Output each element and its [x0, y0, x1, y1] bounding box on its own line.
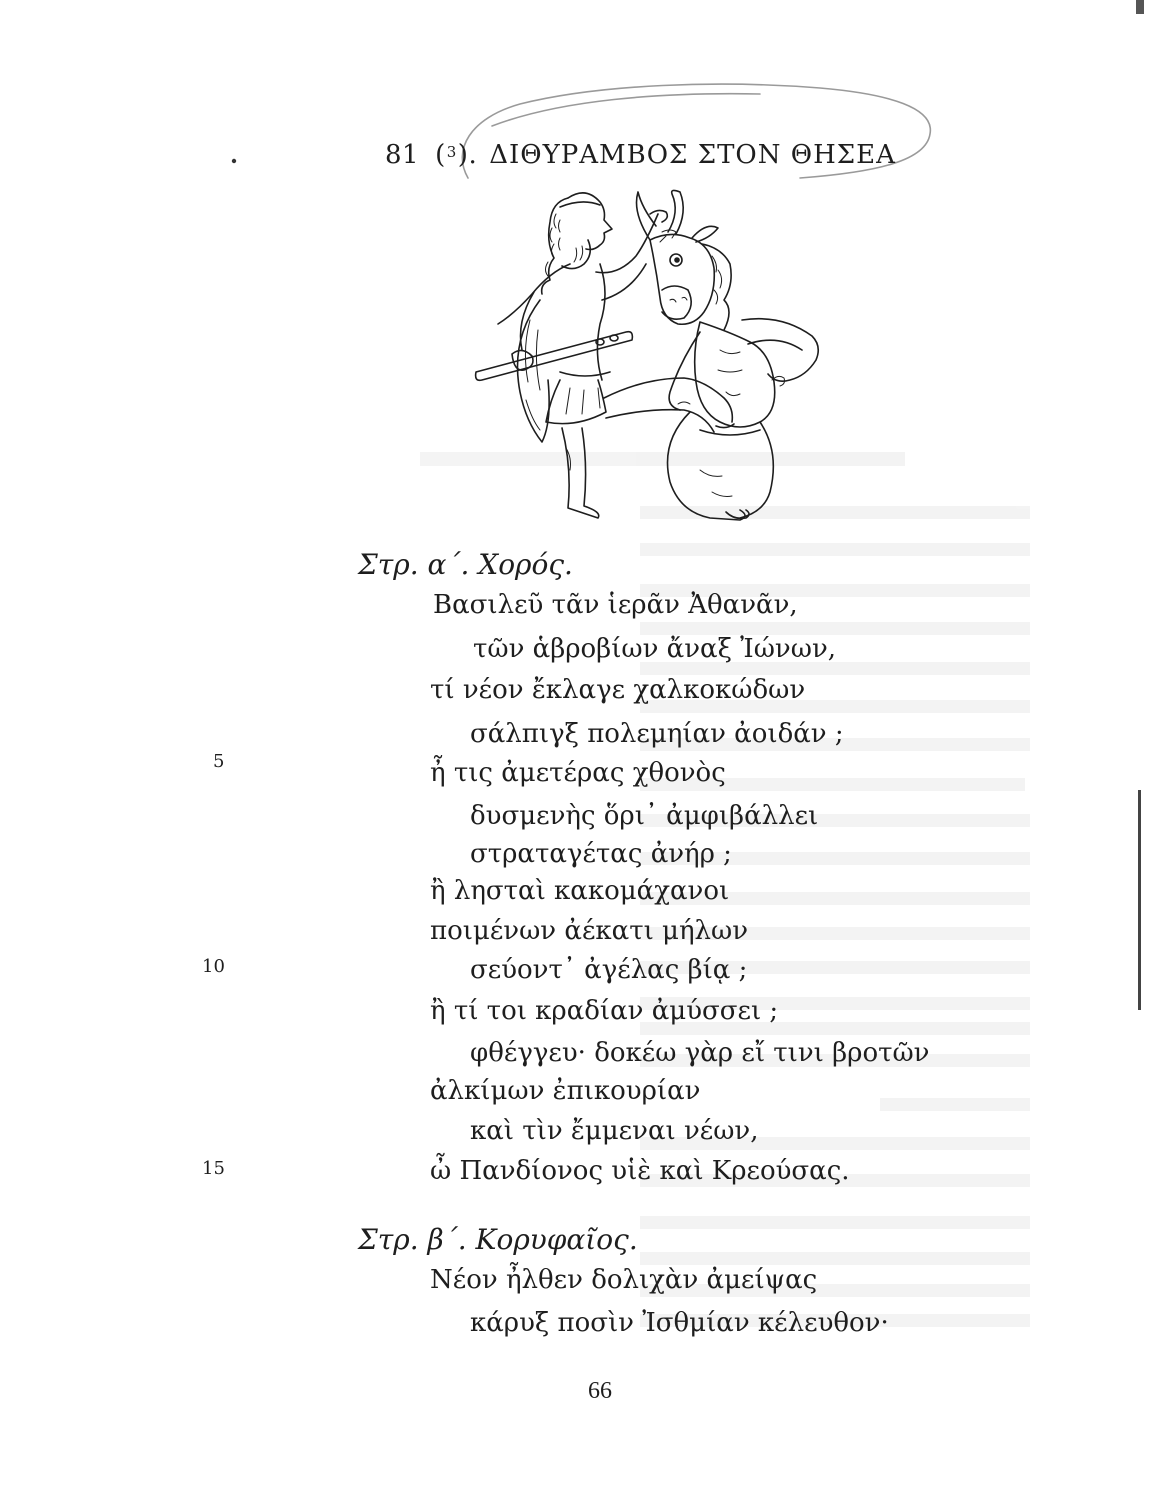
verse-line: ἀλκίμων ἐπικουρίαν — [430, 1076, 701, 1106]
line-number: 15 — [202, 1158, 225, 1179]
verse-line: Βασιλεῦ τᾶν ἱερᾶν Ἀθανᾶν, — [433, 590, 798, 620]
theseus-minotaur-illustration — [455, 180, 835, 535]
verse-line: σάλπιγξ πολεμηίαν ἀοιδάν ; — [470, 719, 844, 749]
verse-line: ποιμένων ἀέκατι μήλων — [430, 916, 749, 946]
corner-speck — [1136, 0, 1144, 14]
verse-line: ἢ τί τοι κραδίαν ἀμύσσει ; — [430, 996, 779, 1026]
verse-line: ἢ λησταὶ κακομάχανοι — [430, 876, 730, 906]
poem-number: 81 — [385, 140, 420, 170]
verse-line: στραταγέτας ἀνήρ ; — [470, 839, 732, 869]
verse-line: σεύοντ᾿ ἀγέλας βίᾳ ; — [470, 955, 748, 985]
poem-index-close: ). — [457, 140, 478, 170]
poem-heading: ΔΙΘΥΡΑΜΒΟΣ ΣΤΟΝ ΘΗΣΕΑ — [489, 140, 896, 170]
line-number: 5 — [213, 751, 225, 772]
verse-line: φθέγγευ· δοκέω γὰρ εἴ τινι βροτῶν — [470, 1038, 930, 1068]
poem-title — [385, 140, 896, 173]
strophe-1-heading: Στρ. α΄. Χορός. — [358, 548, 573, 581]
verse-line: κάρυξ ποσὶν Ἰσθμίαν κέλευθον· — [470, 1308, 889, 1338]
strophe-2-heading: Στρ. β΄. Κορυφαῖος. — [358, 1223, 638, 1256]
verse-line: ὦ Πανδίονος υἱὲ καὶ Κρεούσας. — [430, 1156, 850, 1186]
binding-shadow — [1138, 790, 1141, 1010]
verse-line: καὶ τὶν ἔμμεναι νέων, — [470, 1116, 759, 1146]
verse-line: Νέον ἦλθεν δολιχὰν ἀμείψας — [430, 1265, 818, 1295]
verse-line: τί νέον ἔκλαγε χαλκοκώδων — [430, 675, 806, 705]
stray-ink-dot — [232, 159, 236, 163]
line-number: 10 — [202, 956, 225, 977]
poem-index-open: ( — [435, 140, 446, 170]
verse-line: ἦ τις ἀμετέρας χθονὸς — [430, 758, 726, 788]
page-number: 66 — [588, 1378, 612, 1404]
verse-line: τῶν ἁβροβίων ἄναξ Ἰώνων, — [473, 634, 837, 664]
minotaur-figure — [637, 190, 819, 520]
poem-index: 3 — [446, 143, 457, 161]
verse-line: δυσμενὴς ὅρι᾿ ἀμφιβάλλει — [470, 801, 819, 831]
